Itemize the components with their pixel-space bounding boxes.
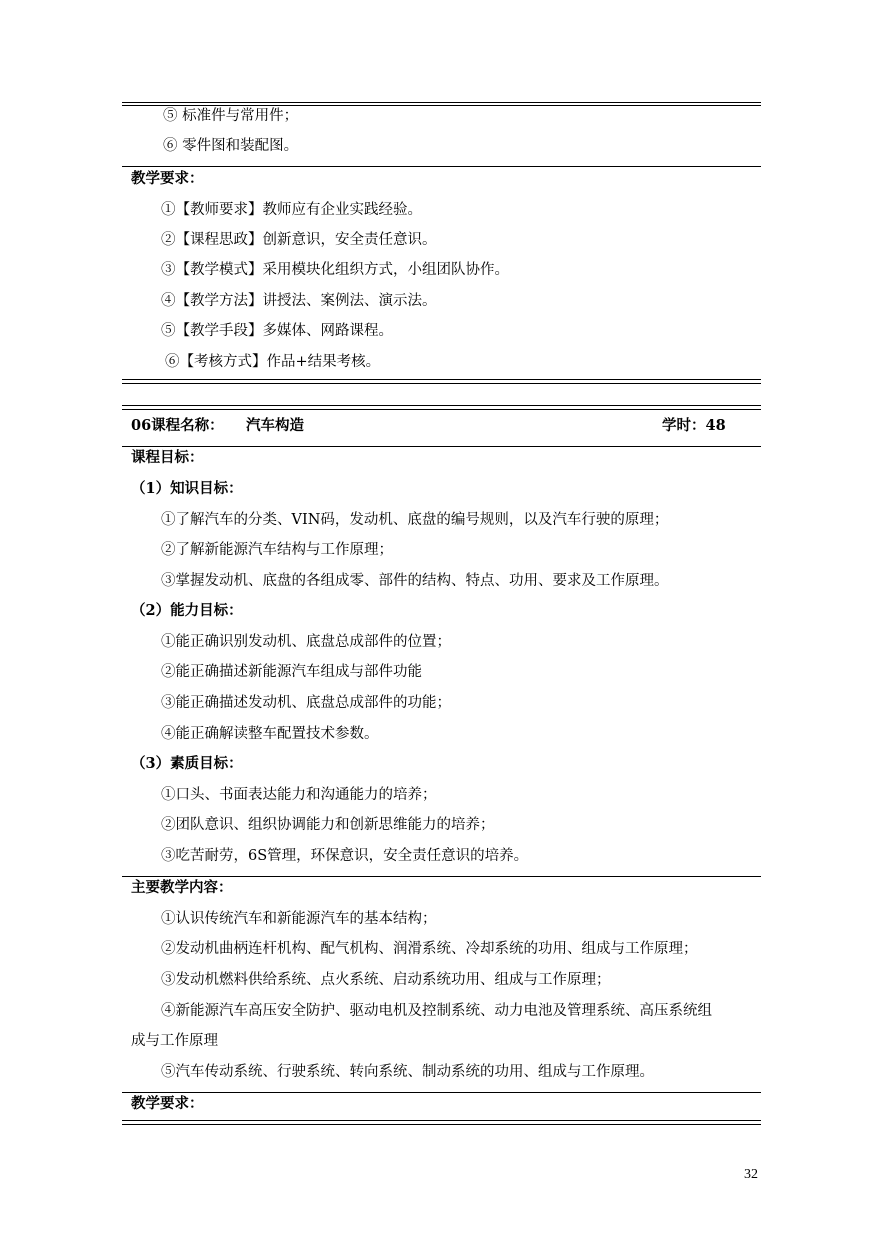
top-rule-1 xyxy=(122,102,761,103)
list-item: ②发动机曲柄连杆机构、配气机构、润滑系统、冷却系统的功用、组成与工作原理； xyxy=(161,941,698,957)
content-heading: 主要教学内容： xyxy=(131,879,233,896)
divider xyxy=(122,166,761,167)
list-item: ②【课程思政】创新意识，安全责任意识。 xyxy=(161,232,437,248)
list-item: ①口头、书面表达能力和沟通能力的培养； xyxy=(161,787,437,803)
list-item: ④新能源汽车高压安全防护、驱动电机及控制系统、动力电池及管理系统、高压系统组 xyxy=(161,1003,712,1019)
ability-heading: （2）能力目标： xyxy=(131,602,243,619)
list-item-continuation: 成与工作原理 xyxy=(131,1033,218,1049)
section-heading: 教学要求： xyxy=(131,1095,204,1112)
goals-heading: 课程目标： xyxy=(131,449,204,466)
course-hours: 学时：48 xyxy=(662,417,726,434)
list-item: ⑥ 零件图和装配图。 xyxy=(163,138,299,154)
course-title-label: 06课程名称： xyxy=(131,417,224,434)
course-name: 汽车构造 xyxy=(246,417,304,434)
list-item: ④能正确解读整车配置技术参数。 xyxy=(161,726,379,742)
knowledge-heading: （1）知识目标： xyxy=(131,480,243,497)
page-number: 32 xyxy=(744,1167,758,1182)
course-top-rule-2 xyxy=(122,409,761,410)
quality-heading: （3）素质目标： xyxy=(131,755,243,772)
bottom-rule-2 xyxy=(122,1124,761,1125)
list-item: ⑥【考核方式】作品+结果考核。 xyxy=(165,354,381,370)
list-item: ①了解汽车的分类、VIN码，发动机、底盘的编号规则，以及汽车行驶的原理； xyxy=(161,512,669,528)
divider xyxy=(122,876,761,877)
divider xyxy=(122,446,761,447)
list-item: ②了解新能源汽车结构与工作原理； xyxy=(161,542,393,558)
list-item: ①【教师要求】教师应有企业实践经验。 xyxy=(161,202,422,218)
section-end-rule-2 xyxy=(122,383,761,384)
list-item: ②能正确描述新能源汽车组成与部件功能 xyxy=(161,664,422,680)
list-item: ②团队意识、组织协调能力和创新思维能力的培养； xyxy=(161,817,495,833)
bottom-rule-1 xyxy=(122,1120,761,1121)
section-end-rule-1 xyxy=(122,379,761,380)
list-item: ③掌握发动机、底盘的各组成零、部件的结构、特点、功用、要求及工作原理。 xyxy=(161,573,669,589)
list-item: ⑤ 标准件与常用件； xyxy=(163,108,299,124)
list-item: ④【教学方法】讲授法、案例法、演示法。 xyxy=(161,293,437,309)
list-item: ⑤【教学手段】多媒体、网路课程。 xyxy=(161,323,393,339)
list-item: ①认识传统汽车和新能源汽车的基本结构； xyxy=(161,911,437,927)
list-item: ①能正确识别发动机、底盘总成部件的位置； xyxy=(161,634,451,650)
list-item: ⑤汽车传动系统、行驶系统、转向系统、制动系统的功用、组成与工作原理。 xyxy=(161,1064,654,1080)
course-top-rule-1 xyxy=(122,405,761,406)
divider xyxy=(122,1092,761,1093)
list-item: ③能正确描述发动机、底盘总成部件的功能； xyxy=(161,695,451,711)
list-item: ③【教学模式】采用模块化组织方式，小组团队协作。 xyxy=(161,262,509,278)
list-item: ③发动机燃料供给系统、点火系统、启动系统功用、组成与工作原理； xyxy=(161,972,611,988)
top-rule-2 xyxy=(122,105,761,106)
section-heading: 教学要求： xyxy=(131,170,204,187)
list-item: ③吃苦耐劳，6S管理，环保意识，安全责任意识的培养。 xyxy=(161,848,529,864)
